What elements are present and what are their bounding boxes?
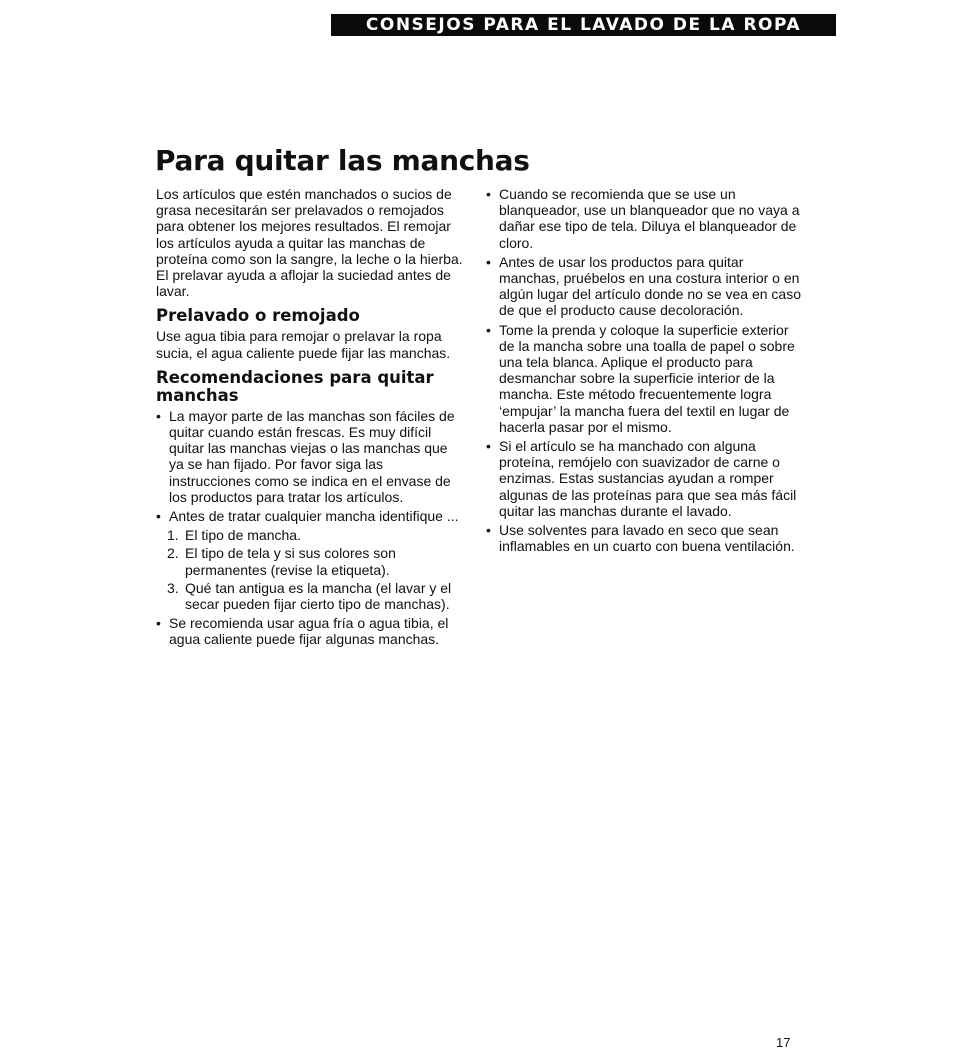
list-item: [156, 408, 466, 505]
list-item: [156, 615, 466, 647]
step-text: El tipo de tela y si sus colores son permanentes (revise la etiqueta).: [185, 545, 396, 578]
list-item-text: La mayor parte de las manchas son fáciles de quitar cuando están frescas. Es muy difícil quitar las manchas viejas o las manchas que ya se han fijado. Por favor siga las instrucciones como se indica en el envase de los productos para tratar los artículos.: [169, 407, 455, 505]
bullet: •: [486, 522, 491, 539]
list-item-text: Use solventes para lavado en seco que sean inflamables en un cuarto con buena ventilación.: [499, 522, 795, 555]
bullet: •: [486, 186, 491, 202]
right-column: [486, 186, 806, 557]
bullet: •: [156, 407, 161, 424]
step-number: 2.: [167, 545, 179, 562]
left-column: [156, 186, 466, 651]
step-text: El tipo de mancha.: [185, 527, 301, 544]
recommendations-list-left: [156, 408, 466, 524]
section-banner: CONSEJOS PARA EL LAVADO DE LA ROPA: [331, 14, 836, 36]
list-item-text: Tome la prenda y coloque la superficie exterior de la mancha sobre una toalla de papel o sobre una tela blanca. Aplique el producto para desmanchar sobre la superficie interior de la mancha. Este método frecuentemente logra ‘empujar’ la mancha fuera del textil en lugar de hacerla pasar por el mismo.: [499, 321, 795, 435]
list-item: [486, 522, 806, 554]
identify-steps-list: [156, 527, 466, 612]
list-item-text: Antes de usar los productos para quitar manchas, pruébelos en una costura interior o en algún lugar del artículo donde no se vea en caso de que el producto cause decoloración.: [499, 253, 801, 319]
list-item: [486, 254, 806, 319]
step-text: Qué tan antigua es la mancha (el lavar y el secar pueden fijar cierto tipo de manchas).: [185, 579, 452, 613]
intro-paragraph: Los artículos que estén manchados o sucios de grasa necesitarán ser prelavados o remojados para obtener los mejores resultados. El remojar los artículos ayuda a quitar las manchas de proteína como son la sangre, la leche o la hierba. El prelavar ayuda a aflojar la suciedad antes de lavar.: [156, 186, 463, 300]
step-item: [167, 580, 466, 612]
bullet: •: [486, 438, 491, 455]
list-item-text: Se recomienda usar agua fría o agua tibia, el agua caliente puede fijar algunas manchas.: [169, 615, 449, 648]
prewash-paragraph: Use agua tibia para remojar o prelavar la ropa sucia, el agua caliente puede fijar las manchas.: [156, 328, 451, 361]
list-item-text: Cuando se recomienda que se use un blanqueador, use un blanqueador que no vaya a dañar ese tipo de tela. Diluya el blanqueador de cloro.: [499, 186, 800, 251]
step-number: 3.: [167, 579, 179, 596]
list-item: [486, 186, 806, 251]
recommendations-heading: Recomendaciones para quitar manchas: [156, 367, 434, 405]
page-number: 17: [776, 1035, 791, 1050]
page-title: Para quitar las manchas: [155, 144, 530, 177]
list-item-text: Antes de tratar cualquier mancha identifique ...: [169, 508, 459, 525]
bullet: •: [156, 615, 161, 632]
bullet: •: [156, 508, 161, 525]
recommendations-list-right: [486, 186, 806, 554]
list-item: [486, 322, 806, 435]
step-number: 1.: [167, 527, 179, 544]
step-item: [167, 527, 466, 543]
bullet: •: [486, 321, 491, 338]
prewash-heading: Prelavado o remojado: [156, 306, 360, 326]
bullet: •: [486, 253, 491, 270]
list-item-text: Si el artículo se ha manchado con alguna proteína, remójelo con suavizador de carne o enzimas. Estas sustancias ayudan a romper algunas de las proteínas para que sea más fácil quitar las manchas durante el lavado.: [499, 438, 797, 519]
list-item: [156, 508, 466, 524]
step-item: [167, 545, 466, 577]
list-item: [486, 438, 806, 519]
recommendations-list-left-end: [156, 615, 466, 647]
